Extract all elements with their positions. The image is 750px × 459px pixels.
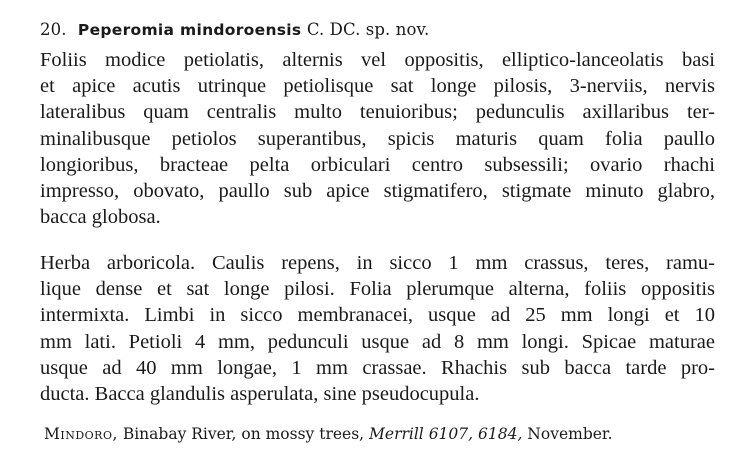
text-line: impresso, obovato, paullo sub apice stigmatifero, stigmate minuto glabro,	[40, 180, 715, 203]
text-line: usque ad 40 mm longae, 1 mm crassae. Rhachis sub bacca tarde pro-	[40, 356, 715, 379]
text-line: minalibusque petiolos superantibus, spicis maturis quam folia paullo	[40, 127, 715, 150]
specimen-locality: Mindoro,	[44, 425, 118, 443]
text-line: Foliis modice petiolatis, alternis vel oppositis, elliptico-lanceolatis basi	[40, 49, 715, 71]
text-line: lique dense et sat longe pilosi. Folia plerumque alterna, foliis oppositis	[40, 278, 715, 301]
text-line: bacca globosa.	[40, 206, 161, 229]
text-line: et apice acutis utrinque petiolisque sat longe pilosis, 3-nerviis, nervis	[40, 75, 715, 98]
specimen-collector: Merrill 6107, 6184,	[369, 425, 523, 443]
text-line: ducta. Bacca glandulis asperulata, sine pseudocupula.	[40, 383, 480, 406]
species-author: C. DC. sp. nov.	[306, 20, 430, 39]
latin-diagnosis-paragraph	[40, 47, 715, 230]
species-number: 20.	[40, 20, 67, 39]
description-paragraph	[40, 250, 715, 407]
text-line: Herba arboricola. Caulis repens, in sicco 1 mm crassus, teres, ramu-	[40, 252, 715, 274]
text-line: mm lati. Petioli 4 mm, pedunculi usque ad 8 mm longi. Spicae maturae	[40, 330, 715, 353]
specimen-details: Binabay River, on mossy trees,	[117, 425, 370, 443]
specimen-date: November.	[522, 425, 613, 443]
species-heading	[40, 20, 429, 39]
text-line: intermixta. Limbi in sicco membranacei, usque ad 25 mm longi et 10	[40, 304, 715, 327]
text-line: longioribus, bracteae pelta orbiculari centro subsessili; ovario rhachi	[40, 153, 715, 176]
specimen-citation	[44, 425, 613, 443]
text-line: lateralibus quam centralis multo tenuioribus; pedunculis axillaribus ter-	[40, 101, 715, 124]
species-name: Peperomia mindoroensis	[77, 21, 302, 39]
